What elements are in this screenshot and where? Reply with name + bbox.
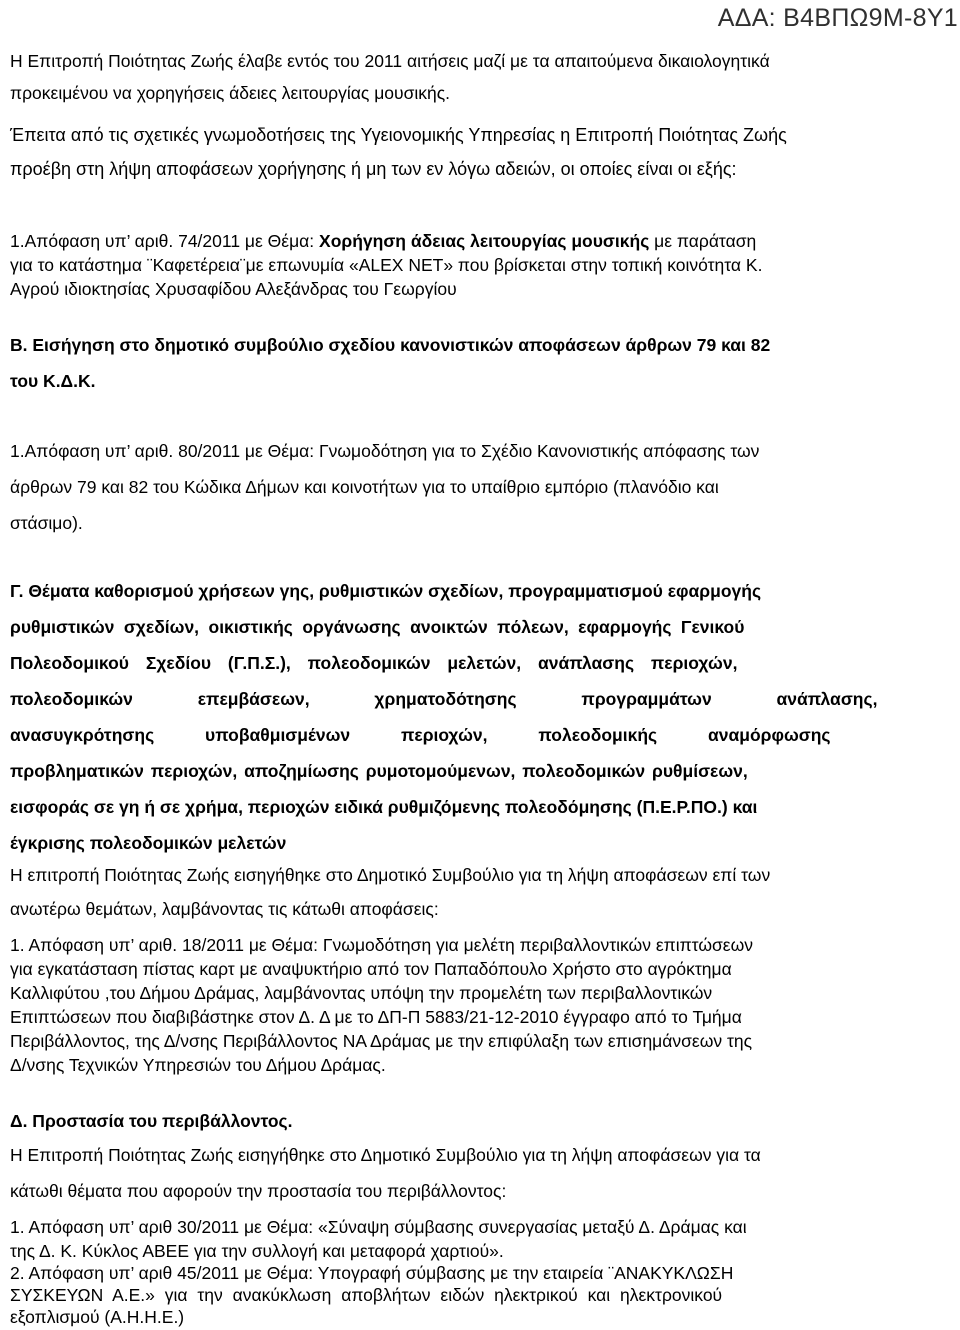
section-c-heading-2: ρυθμιστικών σχεδίων, οικιστικής οργάνωσης ανοικτών πόλεων, εφαρμογής Γενικού bbox=[10, 617, 745, 637]
decision-d1-line-1: 1. Απόφαση υπ’ αριθ 30/2011 με Θέμα: «Σύναψη σύμβασης συνεργασίας μεταξύ Δ. Δράμας και bbox=[10, 1217, 747, 1237]
intro-line-1: Η Επιτροπή Ποιότητας Ζωής έλαβε εντός του 2011 αιτήσεις μαζί με τα απαιτούμενα δικαιολογητικά bbox=[10, 51, 770, 71]
decision-c1-line-2: για εγκατάσταση πίστας καρτ με αναψυκτήριο από τον Παπαδόπουλο Χρήστο στο αγρόκτημα bbox=[10, 959, 732, 979]
section-c-heading-3: Πολεοδομικού Σχεδίου (Γ.Π.Σ.), πολεοδομικών μελετών, ανάπλασης περιοχών, bbox=[10, 653, 738, 673]
decision-a1-suffix: με παράταση bbox=[649, 231, 757, 251]
decision-b1-line-2 bbox=[10, 476, 894, 498]
decision-a1-line-2: για το κατάστημα ¨Καφετέρεια¨με επωνυμία «ALEX NET» που βρίσκεται στην τοπική κοινότητα Κ. bbox=[10, 255, 763, 275]
decision-a1-subject: Χορήγηση άδειας λειτουργίας μουσικής bbox=[319, 231, 650, 251]
section-c-heading-4: πολεοδομικών επεμβάσεων, χρηματοδότησης προγραμμάτων ανάπλασης, bbox=[10, 689, 878, 709]
decision-d2-line-2: ΣΥΣΚΕΥΩΝ Α.Ε.» για την ανακύκλωση αποβλήτων ειδών ηλεκτρικού και ηλεκτρονικού bbox=[10, 1285, 723, 1305]
decision-c1-line-1: 1. Απόφαση υπ’ αριθ. 18/2011 με Θέμα: Γνωμοδότηση για μελέτη περιβαλλοντικών επιπτώσεων bbox=[10, 935, 754, 955]
intro-line-2: προκειμένου να χορηγήσεις άδειες λειτουργίας μουσικής. bbox=[10, 83, 451, 103]
section-c-para-line-1: Η επιτροπή Ποιότητας Ζωής εισηγήθηκε στο Δημοτικό Συμβούλιο για τη λήψη αποφάσεων επί των bbox=[10, 865, 771, 885]
section-c-heading-6: προβληματικών περιοχών, αποζημίωσης ρυμοτομούμενων, πολεοδομικών ρυθμίσεων, bbox=[10, 761, 748, 781]
decision-c1-line-6: Δ/νσης Τεχνικών Υπηρεσιών του Δήμου Δράμας. bbox=[10, 1055, 386, 1075]
intro-line-4: προέβη στη λήψη αποφάσεων χορήγησης ή μη των εν λόγω αδειών, οι οποίες είναι οι εξής: bbox=[10, 159, 737, 179]
section-c-heading-8: έγκρισης πολεοδομικών μελετών bbox=[10, 833, 287, 853]
decision-b1-line-2-text: άρθρων 79 και 82 του Κώδικα Δήμων και κοινοτήτων για το υπαίθριο εμπόριο (πλανόδιο και bbox=[10, 477, 719, 497]
section-d-heading: Δ. Προστασία του περιβάλλοντος. bbox=[10, 1111, 293, 1131]
section-c-para-line-2: ανωτέρω θεμάτων, λαμβάνοντας τις κάτωθι αποφάσεις: bbox=[10, 899, 439, 919]
section-d-para-line-1: Η Επιτροπή Ποιότητας Ζωής εισηγήθηκε στο Δημοτικό Συμβούλιο για τη λήψη αποφάσεων για τα bbox=[10, 1145, 761, 1165]
section-b-heading-1: Β. Εισήγηση στο δημοτικό συμβούλιο σχεδίου κανονιστικών αποφάσεων άρθρων 79 και 82 bbox=[10, 335, 771, 355]
intro-line-3: Έπειτα από τις σχετικές γνωμοδοτήσεις της Υγειονομικής Υπηρεσίας η Επιτροπή Ποιότητας Ζωής bbox=[10, 125, 787, 145]
section-c-heading-7: εισφοράς σε γη ή σε χρήμα, περιοχών ειδικά ρυθμιζόμενης πολεοδόμησης (Π.Ε.Ρ.ΠΟ.) και bbox=[10, 797, 758, 817]
decision-c1-line-3: Καλλιφύτου ,του Δήμου Δράμας, λαμβάνοντας υπόψη την προμελέτη των περιβαλλοντικών bbox=[10, 983, 713, 1003]
decision-d2-line-3: εξοπλισμού (Α.Η.Η.Ε.) bbox=[10, 1307, 185, 1327]
decision-b1-line-1: 1.Απόφαση υπ’ αριθ. 80/2011 με Θέμα: Γνωμοδότηση για το Σχέδιο Κανονιστικής απόφασης των bbox=[10, 441, 760, 461]
document-id-header: ΑΔΑ: Β4ΒΠΩ9Μ-8Υ1 bbox=[717, 4, 958, 32]
section-d-para-line-2: κάτωθι θέματα που αφορούν την προστασία του περιβάλλοντος: bbox=[10, 1181, 507, 1201]
section-c-heading-1: Γ. Θέματα καθορισμού χρήσεων γης, ρυθμιστικών σχεδίων, προγραμματισμού εφαρμογής bbox=[10, 581, 762, 601]
decision-d1-line-2: της Δ. Κ. Κύκλος ΑΒΕΕ για την συλλογή και μεταφορά χαρτιού». bbox=[10, 1241, 504, 1261]
section-c-heading-5: ανασυγκρότησης υποβαθμισμένων περιοχών, πολεοδομικής αναμόρφωσης bbox=[10, 725, 831, 745]
decision-c1-line-5: Περιβάλλοντος, της Δ/νσης Περιβάλλοντος ΝΑ Δράμας με την επιφύλαξη των επισημάνσεων της bbox=[10, 1031, 753, 1051]
decision-c1-line-4: Επιπτώσεων που διαβιβάστηκε στον Δ. Δ με το ΔΠ-Π 5883/21-12-2010 έγγραφο από το Τμήμα bbox=[10, 1007, 742, 1027]
decision-a1-line-3: Αγρού ιδιοκτησίας Χρυσαφίδου Αλεξάνδρας του Γεωργίου bbox=[10, 279, 457, 299]
decision-a1-prefix: 1.Απόφαση υπ’ αριθ. 74/2011 με Θέμα: bbox=[10, 231, 320, 251]
decision-a1-line-1 bbox=[10, 230, 756, 252]
section-b-heading-2: του Κ.Δ.Κ. bbox=[10, 371, 96, 391]
decision-b1-line-3: στάσιμο). bbox=[10, 513, 83, 533]
decision-d2-line-1: 2. Απόφαση υπ’ αριθ 45/2011 με Θέμα: Υπογραφή σύμβασης με την εταιρεία ¨ΑΝΑΚΥΚΛΩΣΗ bbox=[10, 1263, 734, 1283]
